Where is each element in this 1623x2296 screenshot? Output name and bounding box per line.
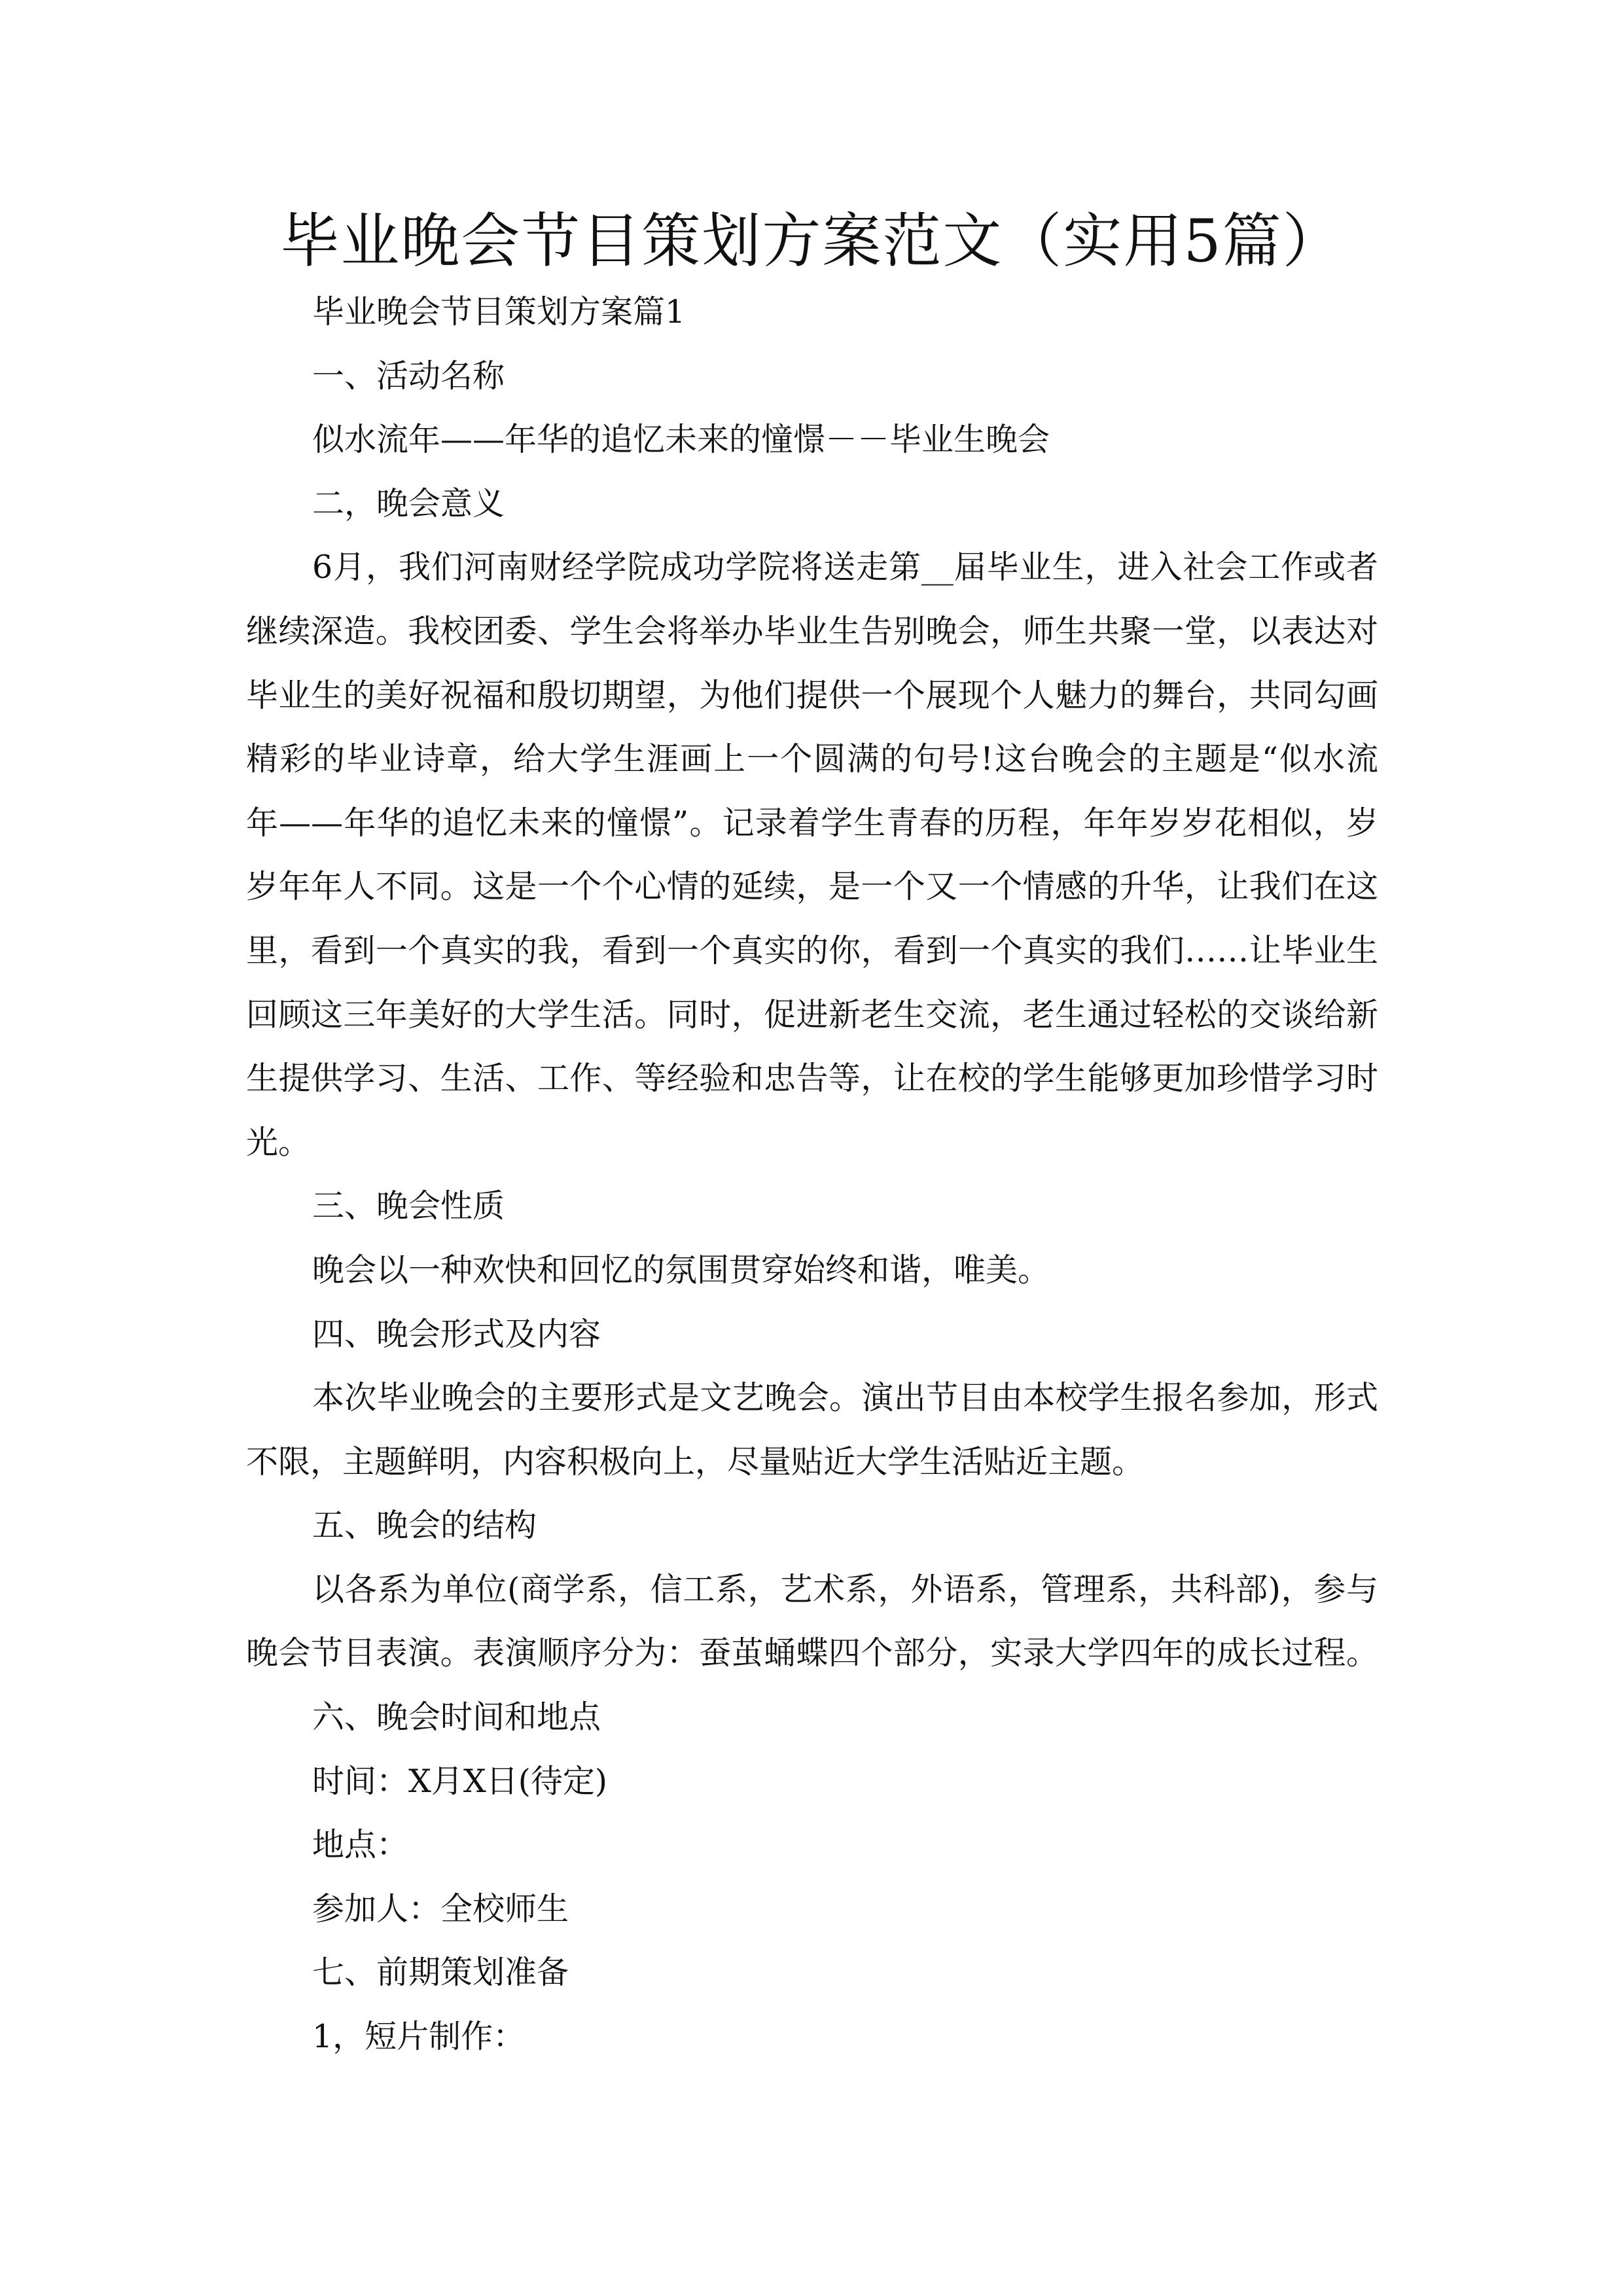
text-line: 时间：X月X日(待定) bbox=[312, 1762, 608, 1800]
text-line: 光。 bbox=[246, 1123, 311, 1161]
text-line: 三、晚会性质 bbox=[312, 1187, 505, 1225]
text-line: 地点： bbox=[312, 1826, 409, 1864]
text-line: 生提供学习、生活、工作、等经验和忠告等，让在校的学生能够更加珍惜学习时 bbox=[246, 1060, 1378, 1098]
text-line: 四、晚会形式及内容 bbox=[312, 1315, 601, 1353]
text-line: 不限，主题鲜明，内容积极向上，尽量贴近大学生活贴近主题。 bbox=[246, 1443, 1145, 1480]
document-body bbox=[246, 280, 1378, 2069]
text-line: 岁年年人不同。这是一个个心情的延续，是一个又一个情感的升华，让我们在这 bbox=[246, 868, 1378, 906]
text-line: 回顾这三年美好的大学生活。同时，促进新老生交流，老生通过轻松的交谈给新 bbox=[246, 996, 1378, 1033]
text-line: 毕业生的美好祝福和殷切期望，为他们提供一个展现个人魅力的舞台，共同勾画 bbox=[246, 676, 1378, 714]
text-line: 里，看到一个真实的我，看到一个真实的你，看到一个真实的我们……让毕业生 bbox=[246, 931, 1378, 969]
text-line: 似水流年——年华的追忆未来的憧憬－－毕业生晚会 bbox=[312, 421, 1050, 459]
text-line: 以各系为单位(商学系，信工系，艺术系，外语系，管理系，共科部)，参与 bbox=[312, 1570, 1378, 1608]
text-line: 一、活动名称 bbox=[312, 357, 505, 395]
text-line: 6月，我们河南财经学院成功学院将送走第__届毕业生，进入社会工作或者 bbox=[312, 548, 1378, 586]
text-line: 继续深造。我校团委、学生会将举办毕业生告别晚会，师生共聚一堂，以表达对 bbox=[246, 612, 1378, 650]
text-line: 晚会以一种欢快和回忆的氛围贯穿始终和谐，唯美。 bbox=[312, 1251, 1050, 1289]
text-line: 七、前期策划准备 bbox=[312, 1954, 569, 1992]
text-line: 二，晚会意义 bbox=[312, 484, 505, 522]
text-line: 毕业晚会节目策划方案篇1 bbox=[312, 293, 686, 331]
text-line: 六、晚会时间和地点 bbox=[312, 1698, 601, 1736]
text-line: 参加人：全校师生 bbox=[312, 1890, 569, 1928]
text-line: 晚会节目表演。表演顺序分为：蚕茧蛹蝶四个部分，实录大学四年的成长过程。 bbox=[246, 1634, 1378, 1672]
text-line: 1，短片制作： bbox=[312, 2018, 526, 2056]
text-line: 本次毕业晚会的主要形式是文艺晚会。演出节目由本校学生报名参加，形式 bbox=[312, 1379, 1378, 1417]
document-title: 毕业晚会节目策划方案范文（实用5篇） bbox=[280, 207, 1343, 276]
text-line: 五、晚会的结构 bbox=[312, 1507, 537, 1545]
text-line: 年——年华的追忆未来的憧憬”。记录着学生青春的历程，年年岁岁花相似，岁 bbox=[246, 804, 1378, 842]
text-line: 精彩的毕业诗章，给大学生涯画上一个圆满的句号!这台晚会的主题是“似水流 bbox=[246, 740, 1378, 778]
